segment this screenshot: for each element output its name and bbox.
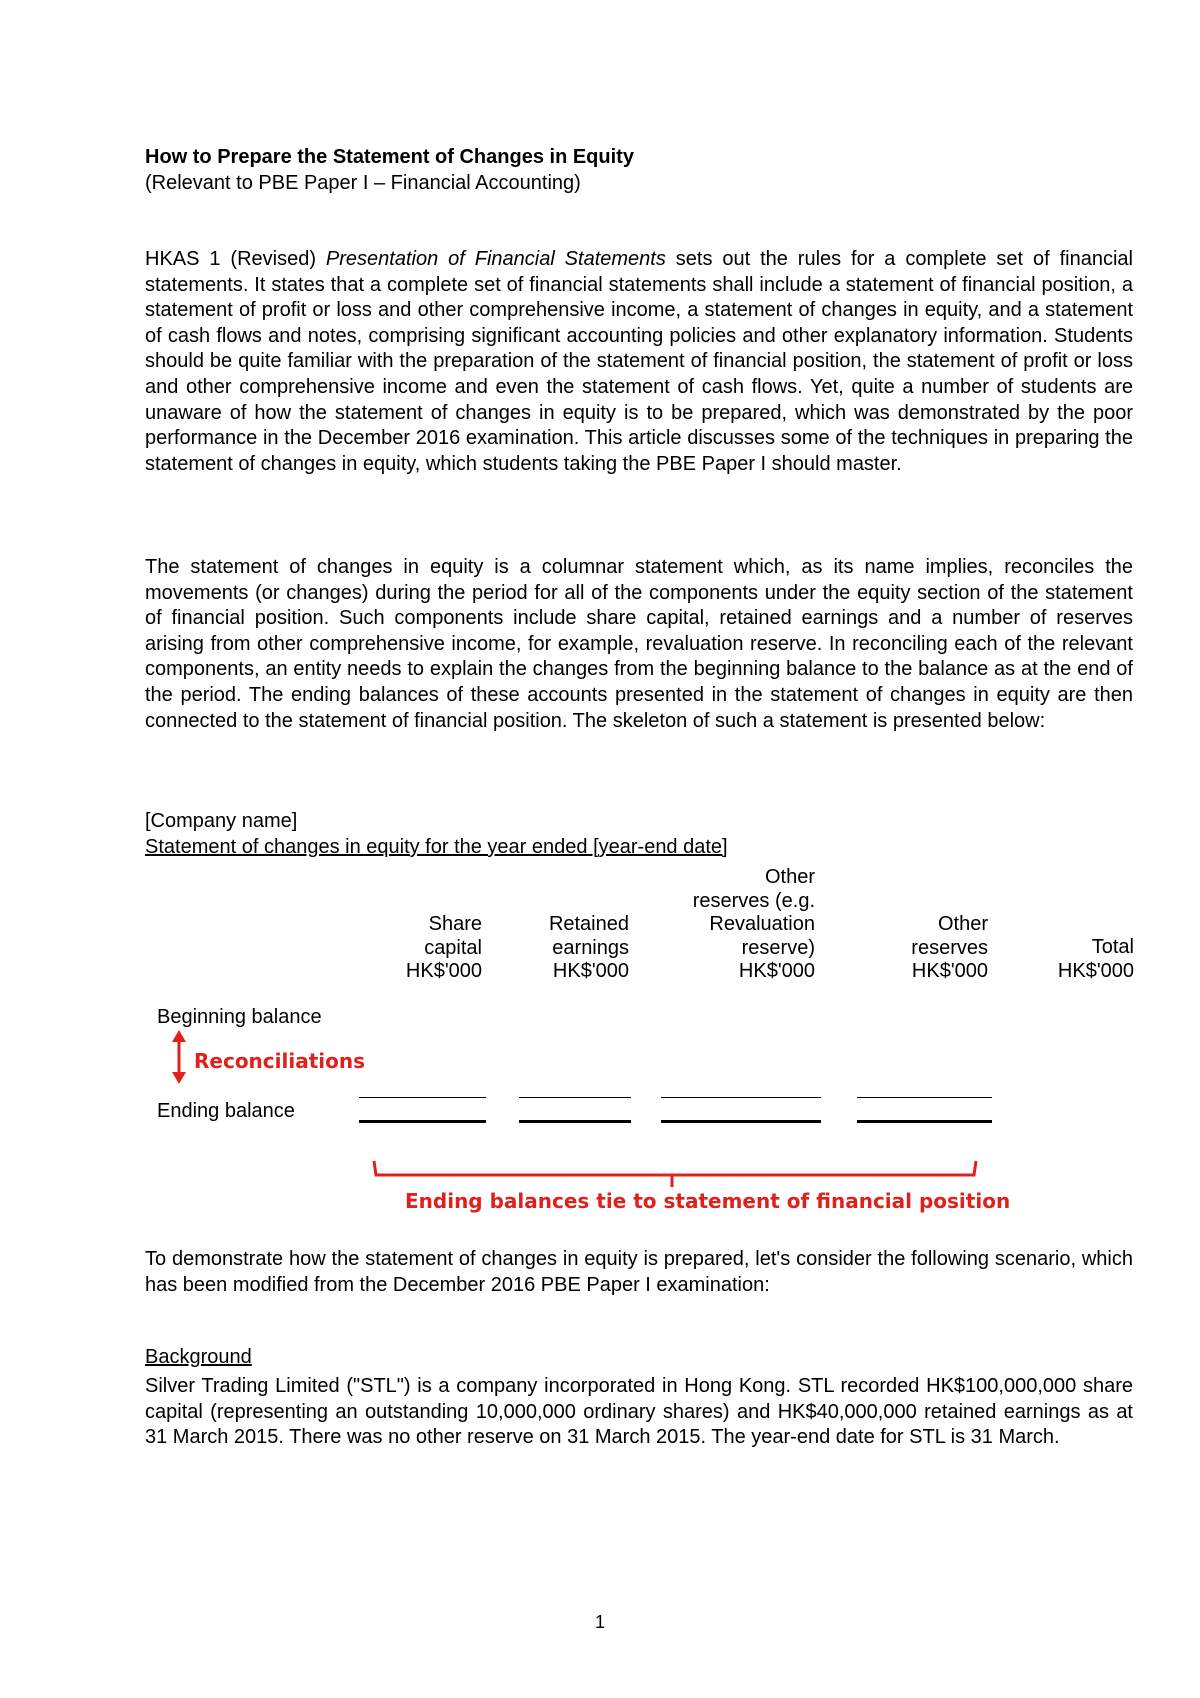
- page-number: 1: [594, 1612, 605, 1632]
- header-line: Total: [1091, 936, 1134, 958]
- header-line: reserve): [741, 936, 815, 959]
- header-line: reserves (e.g.: [692, 889, 815, 912]
- article-title: How to Prepare the Statement of Changes in Equity: [145, 146, 634, 168]
- paragraph-intro-rest: sets out the rules for a complete set of financial statements. It states that a complete set of financial statements shall include a statement of financial position, a statement of profit or loss and other comprehensive income, a statement of changes in equity, and a statement of cash flows and notes, comprising significant accounting policies and other explanatory information. Students should be quite familiar with the preparation of the statement of financial position, the statement of profit or loss and other comprehensive income and even the statement of cash flows. Yet, quite a number of students are unaware of how the statement of changes in equity is to be prepared, which was demonstrated by the poor performance in the December 2016 examination. This article discusses some of the techniques in preparing the statement of changes in equity, which students taking the PBE Paper I should master.: [145, 248, 1133, 475]
- header-line: HK$'000: [911, 960, 988, 982]
- header-line: Retained: [548, 913, 629, 935]
- double-arrow-icon: [172, 1030, 186, 1084]
- reconciliations-annotation: Reconciliations: [194, 1049, 366, 1073]
- header-line: HK$'000: [1057, 959, 1134, 982]
- header-line: earnings: [552, 936, 629, 959]
- bracket-icon: [374, 1161, 976, 1187]
- paragraph-skeleton: The statement of changes in equity is a columnar statement which, as its name implies, reconciles the movements (or changes) during the period for all of the components under the equity section of the statement of financial position. Such components include share capital, retained earnings and a number of reserves arising from other comprehensive income, for example, revaluation reserve. In reconciling each of the relevant components, an entity needs to explain the changes from the beginning balance to the balance as at the end of the period. The ending balances of these accounts presented in the statement of changes in equity are then connected to the statement of financial position. The skeleton of such a statement is presented below:: [145, 556, 1133, 732]
- paragraph-scenario-intro: To demonstrate how the statement of changes in equity is prepared, let's consider the following scenario, which has been modified from the December 2016 PBE Paper I examination:: [145, 1248, 1133, 1296]
- paragraph-intro-lead: HKAS 1 (Revised): [145, 248, 326, 270]
- header-line: Other: [937, 913, 988, 935]
- background-heading: Background: [145, 1346, 252, 1368]
- header-line: Share: [428, 913, 482, 935]
- row-ending-balance: Ending balance: [157, 1100, 295, 1122]
- header-line: Other: [764, 866, 815, 888]
- article-subtitle: (Relevant to PBE Paper I – Financial Accounting): [145, 172, 581, 194]
- row-beginning-balance: Beginning balance: [157, 1006, 322, 1028]
- company-name: [Company name]: [145, 810, 298, 832]
- statement-title: Statement of changes in equity for the year ended [year-end date]: [145, 836, 728, 858]
- header-line: HK$'000: [405, 960, 482, 982]
- header-line: HK$'000: [738, 960, 815, 982]
- header-line: reserves: [911, 936, 988, 959]
- ending-balances-annotation: Ending balances tie to statement of financial position: [405, 1189, 1011, 1213]
- standard-title-italic: Presentation of Financial Statements: [325, 248, 666, 270]
- header-line: HK$'000: [552, 960, 629, 982]
- header-line: capital: [424, 936, 482, 959]
- header-line: Revaluation: [709, 913, 815, 935]
- paragraph-background: Silver Trading Limited ("STL") is a company incorporated in Hong Kong. STL recorded HK$100,000,000 share capital (representing an outstanding 10,000,000 ordinary shares) and HK$40,000,000 retained earnings as at 31 March 2015. There was no other reserve on 31 March 2015. The year-end date for STL is 31 March.: [145, 1375, 1133, 1449]
